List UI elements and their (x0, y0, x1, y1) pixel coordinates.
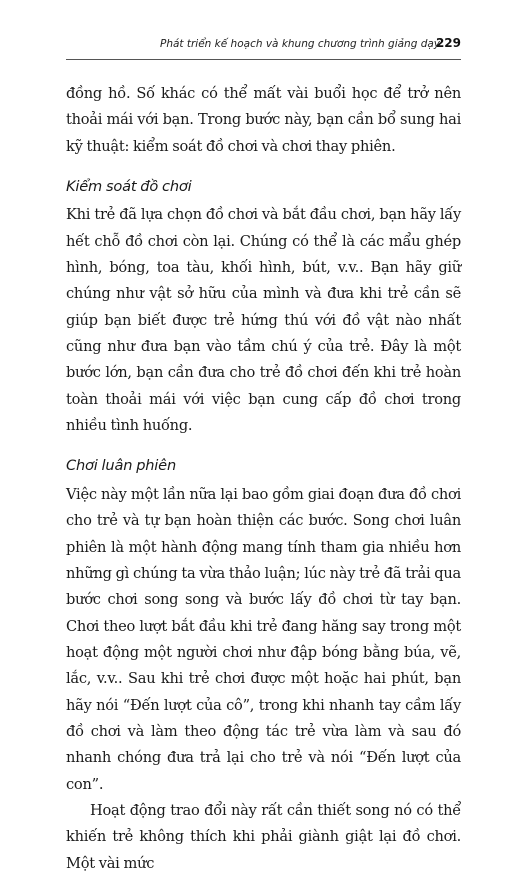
body-text (66, 81, 461, 877)
header-divider (66, 59, 461, 60)
running-title: Phát triển kế hoạch và khung chương trình giảng dạy (160, 38, 441, 50)
section-heading-toy-control: Kiểm soát đồ chơi (66, 178, 192, 196)
running-header (66, 36, 461, 56)
paragraph-1: đồng hồ. Số khác có thể mất vài buổi học để trở nên thoải mái với bạn. Trong bước này, bạn cần bổ sung hai kỹ thuật: kiểm soát đồ chơi và chơi thay phiên. (66, 85, 461, 155)
section-heading-turn-taking: Chơi luân phiên (66, 457, 176, 475)
page-number: 229 (435, 36, 461, 50)
paragraph-2: Khi trẻ đã lựa chọn đồ chơi và bắt đầu chơi, bạn hãy lấy hết chỗ đồ chơi còn lại. Chúng có thể là các mẩu ghép hình, bóng, toa tàu, khối hình, bút, v.v.. Bạn hãy giữ chúng như vật sở hữu của mình và đưa khi trẻ cần sẽ giúp bạn biết được trẻ hứng thú với đồ vật nào nhất cũng như đưa bạn vào tầm chú ý của trẻ. Đây là một bước lớn, bạn cần đưa cho trẻ đồ chơi đến khi trẻ hoàn toàn thoải mái với việc bạn cung cấp đồ chơi trong nhiều tình huống. (66, 206, 461, 435)
paragraph-4: Hoạt động trao đổi này rất cần thiết song nó có thể khiến trẻ không thích khi phải giành giật lại đồ chơi. Một vài mức (66, 801, 461, 872)
paragraph-3: Việc này một lần nữa lại bao gồm giai đoạn đưa đồ chơi cho trẻ và tự bạn hoàn thiện các bước. Song chơi luân phiên là một hành động mang tính tham gia nhiều hơn những gì chúng ta vừa thảo luận; lúc này trẻ đã trải qua bước chơi song song và bước lấy đồ chơi từ tay bạn. Chơi theo lượt bắt đầu khi trẻ đang hăng say trong một hoạt động một người chơi như đập bóng bằng búa, vẽ, lắc, v.v.. Sau khi trẻ chơi được một hoặc hai phút, bạn hãy nói “Đến lượt của cô”, trong khi nhanh tay cầm lấy đồ chơi và làm theo động tác trẻ vừa làm và sau đó nhanh chóng đưa trả lại cho trẻ và nói “Đến lượt của con”. (66, 485, 461, 793)
